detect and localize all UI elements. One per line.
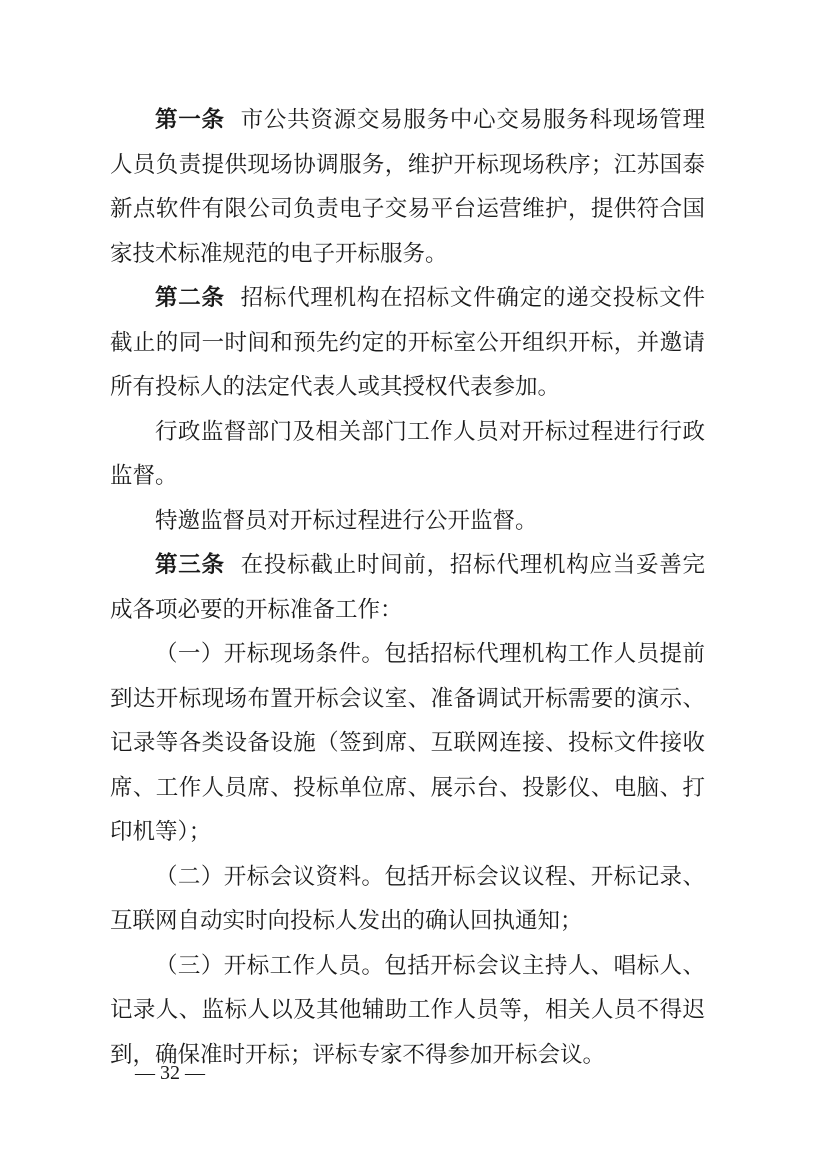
body-text bbox=[110, 98, 705, 1077]
item-3-paragraph bbox=[110, 944, 705, 1078]
article-2-paragraph bbox=[110, 276, 705, 410]
item-1-paragraph bbox=[110, 632, 705, 855]
article-3-text: 在投标截止时间前，招标代理机构应当妥善完成各项必要的开标准备工作： bbox=[110, 552, 705, 623]
article-2-heading: 第二条 bbox=[155, 285, 225, 311]
supervision-paragraph bbox=[110, 410, 705, 499]
special-supervisor-paragraph bbox=[110, 499, 705, 544]
article-1-paragraph bbox=[110, 98, 705, 276]
article-1-heading: 第一条 bbox=[155, 107, 225, 133]
article-3-heading: 第三条 bbox=[155, 552, 225, 578]
item-1-text: （一）开标现场条件。包括招标代理机构工作人员提前到达开标现场布置开标会议室、准备调试开标需要的演示、记录等各类设备设施（签到席、互联网连接、投标文件接收席、工作人员席、投标单位席、展示台、投影仪、电脑、打印机等）； bbox=[110, 641, 705, 845]
article-2-text: 招标代理机构在招标文件确定的递交投标文件截止的同一时间和预先约定的开标室公开组织开标，并邀请所有投标人的法定代表人或其授权代表参加。 bbox=[110, 285, 705, 400]
page-number: — 32 — bbox=[135, 1062, 205, 1084]
item-2-paragraph bbox=[110, 855, 705, 944]
supervision-text: 行政监督部门及相关部门工作人员对开标过程进行行政监督。 bbox=[110, 418, 705, 489]
article-1-text: 市公共资源交易服务中心交易服务科现场管理人员负责提供现场协调服务，维护开标现场秩序；江苏国泰新点软件有限公司负责电子交易平台运营维护，提供符合国家技术标准规范的电子开标服务。 bbox=[110, 107, 705, 267]
article-3-paragraph bbox=[110, 543, 705, 632]
item-3-text: （三）开标工作人员。包括开标会议主持人、唱标人、记录人、监标人以及其他辅助工作人员等，相关人员不得迟到，确保准时开标；评标专家不得参加开标会议。 bbox=[110, 952, 705, 1068]
special-supervisor-text: 特邀监督员对开标过程进行公开监督。 bbox=[155, 507, 538, 534]
item-2-text: （二）开标会议资料。包括开标会议议程、开标记录、互联网自动实时向投标人发出的确认回执通知； bbox=[110, 863, 705, 934]
